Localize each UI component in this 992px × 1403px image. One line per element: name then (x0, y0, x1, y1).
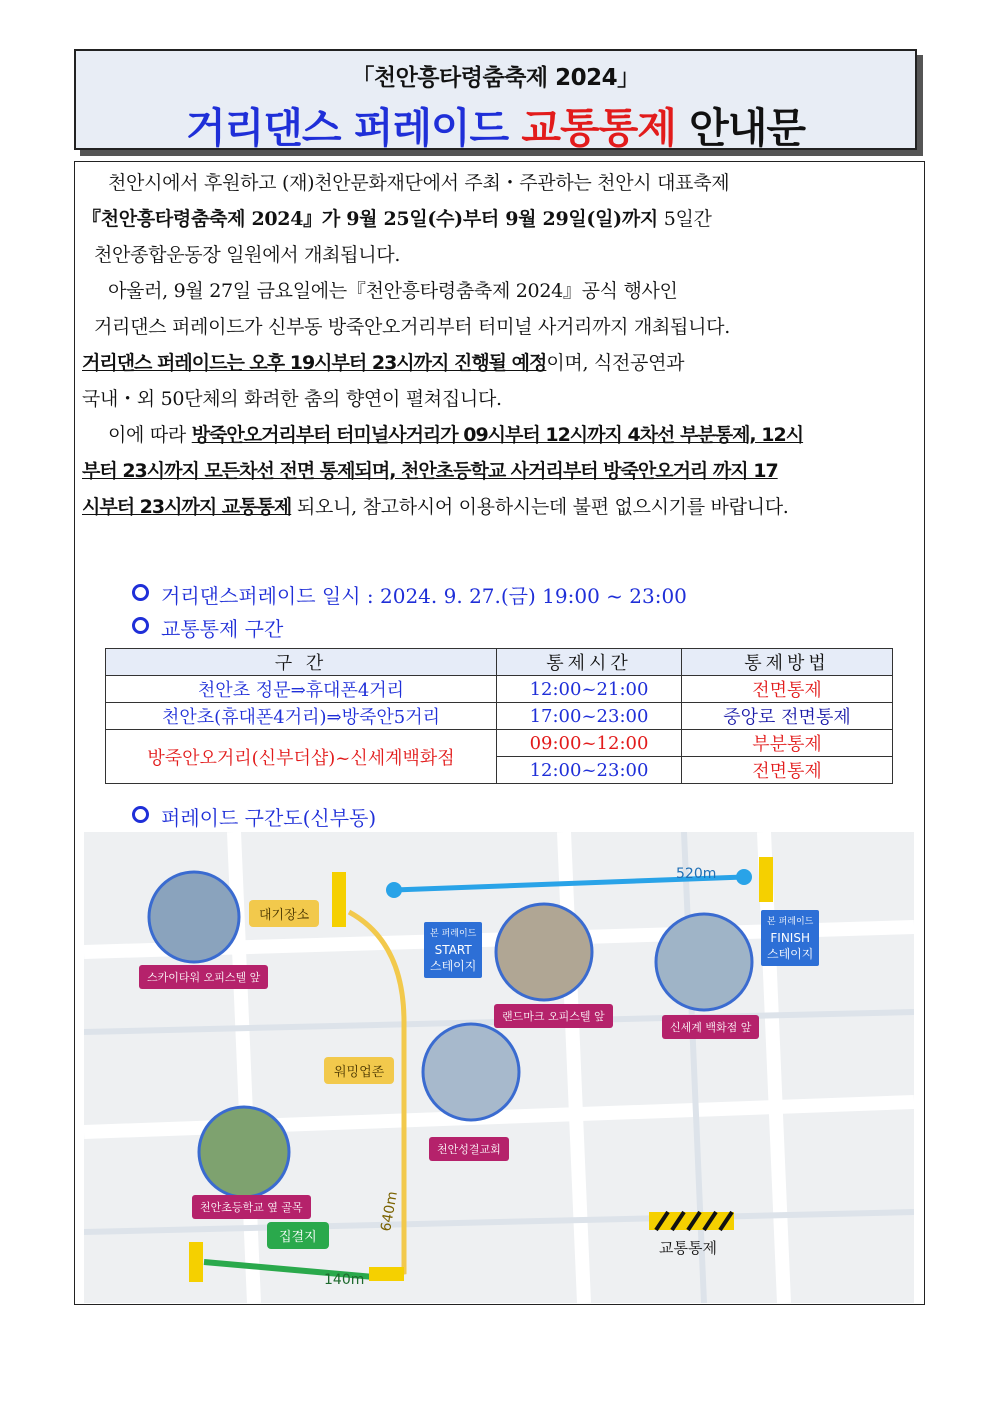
legend-traffic-control: 교통통제 (659, 1239, 717, 1257)
bullet-section-text: 교통통제 구간 (161, 617, 284, 641)
cell-method: 전면통제 (682, 757, 893, 784)
header-subtitle: 「천안흥타령춤축제 2024」 (351, 65, 640, 91)
start-small: 본 퍼레이드 (430, 929, 477, 939)
cell-section: 방죽안오거리(신부더샵)~신세계백화점 (106, 730, 497, 784)
p3-line3 (82, 489, 916, 525)
p2-line4: 국내・외 50단체의 화려한 춤의 향연이 펼쳐집니다. (82, 388, 502, 410)
p3-line3-rest: 되오니, 참고하시어 이용하시는데 불편 없으시기를 바랍니다. (291, 496, 789, 518)
finish-big1: FINISH (770, 931, 810, 945)
finish-big2: 스테이지 (767, 947, 814, 961)
title-part2: 교통통제 (521, 104, 676, 152)
p1-line2 (82, 201, 916, 237)
cell-time: 12:00~23:00 (497, 757, 682, 784)
header-time: 통제시간 (497, 649, 682, 676)
cell-section: 천안초 정문⇒휴대폰4거리 (106, 676, 497, 703)
title-part3: 안내문 (689, 104, 805, 152)
dist-side: 640m (378, 1190, 401, 1233)
p3-line1-underlined: 방죽안오거리부터 터미널사거리가 09시부터 12시까지 4차선 부분통제, 12시 (191, 424, 804, 446)
dist-bottom: 140m (324, 1272, 365, 1288)
table-row (106, 730, 893, 757)
bullet-map (132, 802, 376, 831)
cell-time: 12:00~21:00 (497, 676, 682, 703)
table-row (106, 703, 893, 730)
p2-line3 (82, 345, 916, 381)
photo-label-landmark: 랜드마크 오피스텔 앞 (494, 1004, 613, 1028)
paragraph-1 (82, 165, 916, 525)
table-header-row (106, 649, 893, 676)
start-stage-badge (424, 922, 482, 978)
header-method: 통제방법 (682, 649, 893, 676)
p1-line1: 천안시에서 후원하고 (재)천안문화재단에서 주최・주관하는 천안시 대표축제 (108, 172, 730, 194)
p2-line3-underlined: 거리댄스 퍼레이드는 오후 19시부터 23시까지 진행될 예정 (82, 352, 547, 374)
parade-map (84, 832, 914, 1303)
finish-stage-badge (761, 910, 819, 966)
p3-line3-underlined: 시부터 23시까지 교통통제 (82, 496, 292, 518)
cell-time: 09:00~12:00 (497, 730, 682, 757)
header-box (74, 49, 917, 150)
bullet-map-text: 퍼레이드 구간도(신부동) (161, 806, 377, 830)
bullet-ring-icon (132, 617, 149, 634)
cell-time: 17:00~23:00 (497, 703, 682, 730)
start-big2: 스테이지 (430, 959, 477, 973)
warmup-zone-label: 워밍업존 (324, 1057, 394, 1084)
p1-line2-bold: 『천안흥타령춤축제 2024』가 9월 25일(수)부터 9월 29일(일)까지 (82, 208, 658, 230)
bullet-ring-icon (132, 584, 149, 601)
p3-line2-underlined: 부터 23시까지 모든차선 전면 통제되며, 천안초등학교 사거리부터 방죽안오거리 까지 17 (82, 460, 778, 482)
p2-line1: 아울러, 9월 27일 금요일에는『천안흥타령춤축제 2024』공식 행사인 (108, 280, 678, 302)
control-table (105, 648, 893, 784)
cell-method: 중앙로 전면통제 (682, 703, 893, 730)
bullet-ring-icon (132, 806, 149, 823)
bullet-section (132, 613, 283, 642)
gathering-label: 집결지 (267, 1222, 329, 1249)
cell-method: 부분통제 (682, 730, 893, 757)
p2-line2: 거리댄스 퍼레이드가 신부동 방죽안오거리부터 터미널 사거리까지 개최됩니다. (94, 316, 730, 338)
photo-label-school: 천안초등학교 옆 골목 (192, 1195, 311, 1219)
header-section: 구 간 (106, 649, 497, 676)
p2-line3-rest: 이며, 식전공연과 (546, 352, 685, 374)
photo-label-skytower: 스카이타워 오피스텔 앞 (139, 965, 268, 989)
cell-section: 천안초(휴대폰4거리)⇒방죽안5거리 (106, 703, 497, 730)
finish-small: 본 퍼레이드 (767, 917, 814, 927)
p1-line2-rest: 5일간 (657, 208, 712, 230)
cell-method: 전면통제 (682, 676, 893, 703)
dist-top: 520m (676, 866, 717, 882)
photo-label-church: 천안성결교회 (429, 1137, 509, 1161)
p3-line2 (82, 453, 916, 489)
waiting-area-label: 대기장소 (249, 900, 319, 927)
photo-label-shinsegae: 신세계 백화점 앞 (662, 1015, 759, 1039)
p3-line1 (82, 417, 916, 453)
p3-line1-a: 이에 따라 (108, 424, 192, 446)
start-big1: START (434, 943, 472, 957)
p1-line3: 천안종합운동장 일원에서 개최됩니다. (94, 244, 401, 266)
table-row (106, 676, 893, 703)
bullet-datetime (132, 580, 687, 609)
title-part1: 거리댄스 퍼레이드 (186, 104, 509, 152)
header-title (76, 95, 915, 154)
map-graphic (84, 832, 914, 1303)
bullet-datetime-text: 거리댄스퍼레이드 일시 : 2024. 9. 27.(금) 19:00 ~ 23:00 (161, 584, 687, 608)
